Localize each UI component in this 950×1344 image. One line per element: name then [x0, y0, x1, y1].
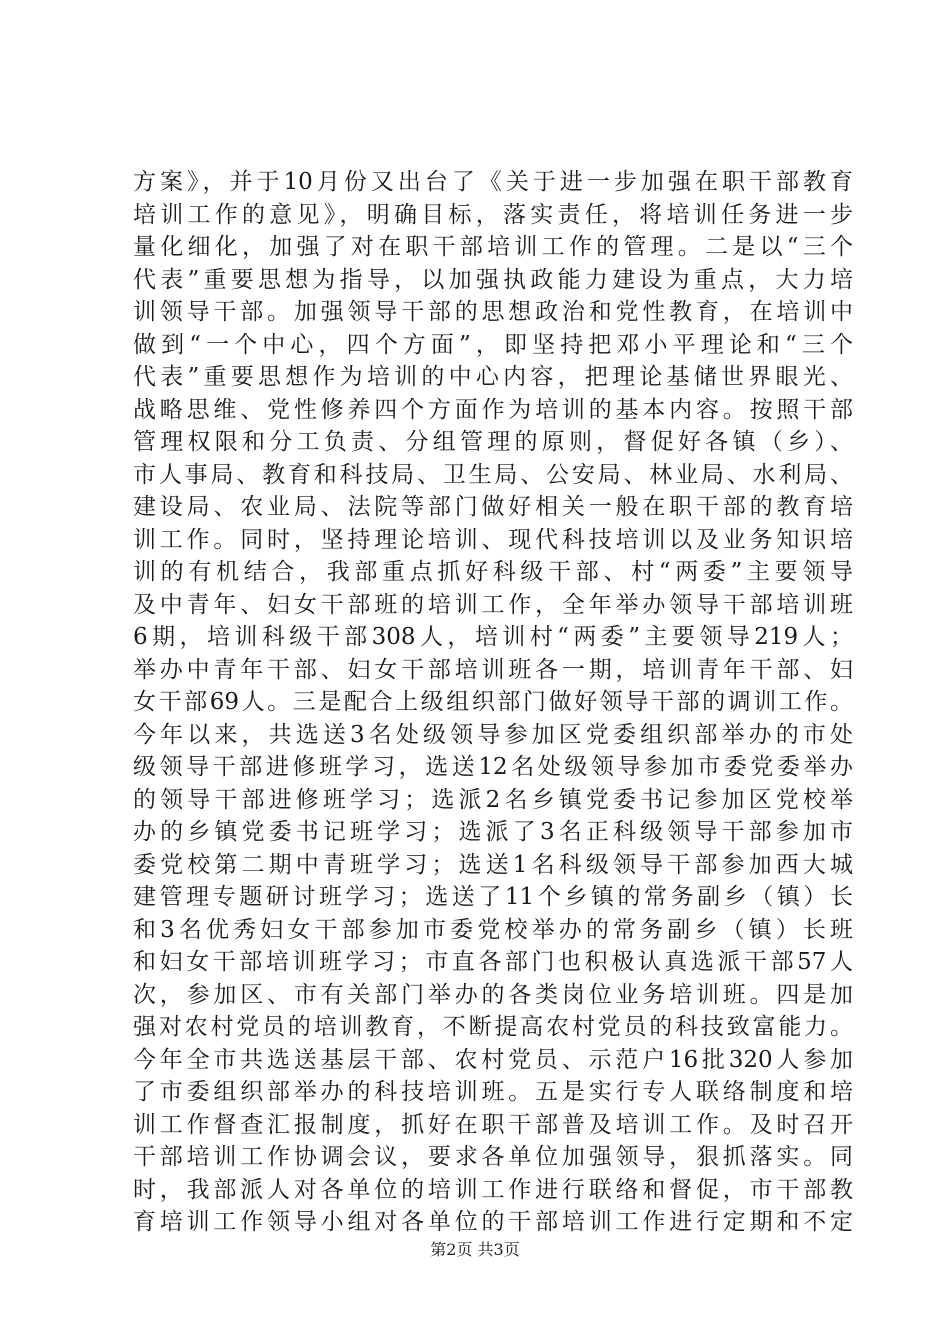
- text-line: 市人事局、教育和科技局、卫生局、公安局、林业局、水利局、: [133, 461, 853, 488]
- text-line: 的领导干部进修班学习；选派2名乡镇党委书记参加区党校举: [133, 786, 853, 813]
- text-line: 育培训工作领导小组对各单位的干部培训工作进行定期和不定: [133, 1209, 853, 1235]
- text-line: 管理权限和分工负责、分组管理的原则，督促好各镇（乡）、: [133, 429, 853, 455]
- text-line: 今年全市共选送基层干部、农村党员、示范户16批320人参加: [133, 1046, 853, 1073]
- text-line: 办的乡镇党委书记班学习；选派了3名正科级领导干部参加市: [133, 819, 853, 845]
- text-line: 时，我部派人对各单位的培训工作进行联络和督促，市干部教: [133, 1176, 853, 1203]
- text-line: 举办中青年干部、妇女干部培训班各一期，培训青年干部、妇: [133, 656, 853, 683]
- text-line: 女干部69人。三是配合上级组织部门做好领导干部的调训工作。: [133, 689, 853, 715]
- page-number-label: 第2页 共3页: [430, 1240, 520, 1259]
- text-line: 训工作。同时，坚持理论培训、现代科技培训以及业务知识培: [133, 526, 853, 553]
- text-line: 了市委组织部举办的科技培训班。五是实行专人联络制度和培: [133, 1079, 853, 1105]
- text-line: 代表”重要思想作为培训的中心内容，把理论基储世界眼光、: [133, 364, 853, 390]
- text-line: 干部培训工作协调会议，要求各单位加强领导，狠抓落实。同: [133, 1144, 853, 1170]
- text-line: 今年以来，共选送3名处级领导参加区党委组织部举办的市处: [133, 721, 853, 748]
- text-line: 做到“一个中心，四个方面”，即坚持把邓小平理论和“三个: [133, 331, 853, 358]
- text-line: 级领导干部进修班学习，选送12名处级领导参加市委党委举办: [133, 754, 853, 780]
- text-line: 6期，培训科级干部308人，培训村“两委”主要领导219人；: [133, 624, 853, 650]
- page-footer: [0, 1240, 950, 1260]
- text-line: 建管理专题研讨班学习；选送了11个乡镇的常务副乡（镇）长: [133, 884, 853, 910]
- text-line: 量化细化，加强了对在职干部培训工作的管理。二是以“三个: [133, 234, 853, 260]
- body-paragraph: [133, 166, 853, 1239]
- text-line: 委党校第二期中青班学习；选送1名科级领导干部参加西大城: [133, 851, 853, 878]
- text-line: 战略思维、党性修养四个方面作为培训的基本内容。按照干部: [133, 396, 853, 423]
- text-line: 和妇女干部培训班学习；市直各部门也积极认真选派干部57人: [133, 949, 853, 975]
- text-line: 及中青年、妇女干部班的培训工作，全年举办领导干部培训班: [133, 591, 853, 618]
- text-line: 代表”重要思想为指导，以加强执政能力建设为重点，大力培: [133, 266, 853, 293]
- text-line: 训的有机结合，我部重点抓好科级干部、村“两委”主要领导: [133, 559, 853, 585]
- text-line: 和3名优秀妇女干部参加市委党校举办的常务副乡（镇）长班: [133, 916, 853, 943]
- text-line: 培训工作的意见》，明确目标，落实责任，将培训任务进一步: [133, 201, 853, 228]
- text-line: 建设局、农业局、法院等部门做好相关一般在职干部的教育培: [133, 494, 853, 520]
- text-line: 训工作督查汇报制度，抓好在职干部普及培训工作。及时召开: [133, 1111, 853, 1138]
- text-line: 方案》，并于10月份又出台了《关于进一步加强在职干部教育: [133, 169, 853, 195]
- text-line: 次，参加区、市有关部门举办的各类岗位业务培训班。四是加: [133, 981, 853, 1008]
- text-line: 训领导干部。加强领导干部的思想政治和党性教育，在培训中: [133, 299, 853, 325]
- text-line: 强对农村党员的培训教育，不断提高农村党员的科技致富能力。: [133, 1014, 853, 1040]
